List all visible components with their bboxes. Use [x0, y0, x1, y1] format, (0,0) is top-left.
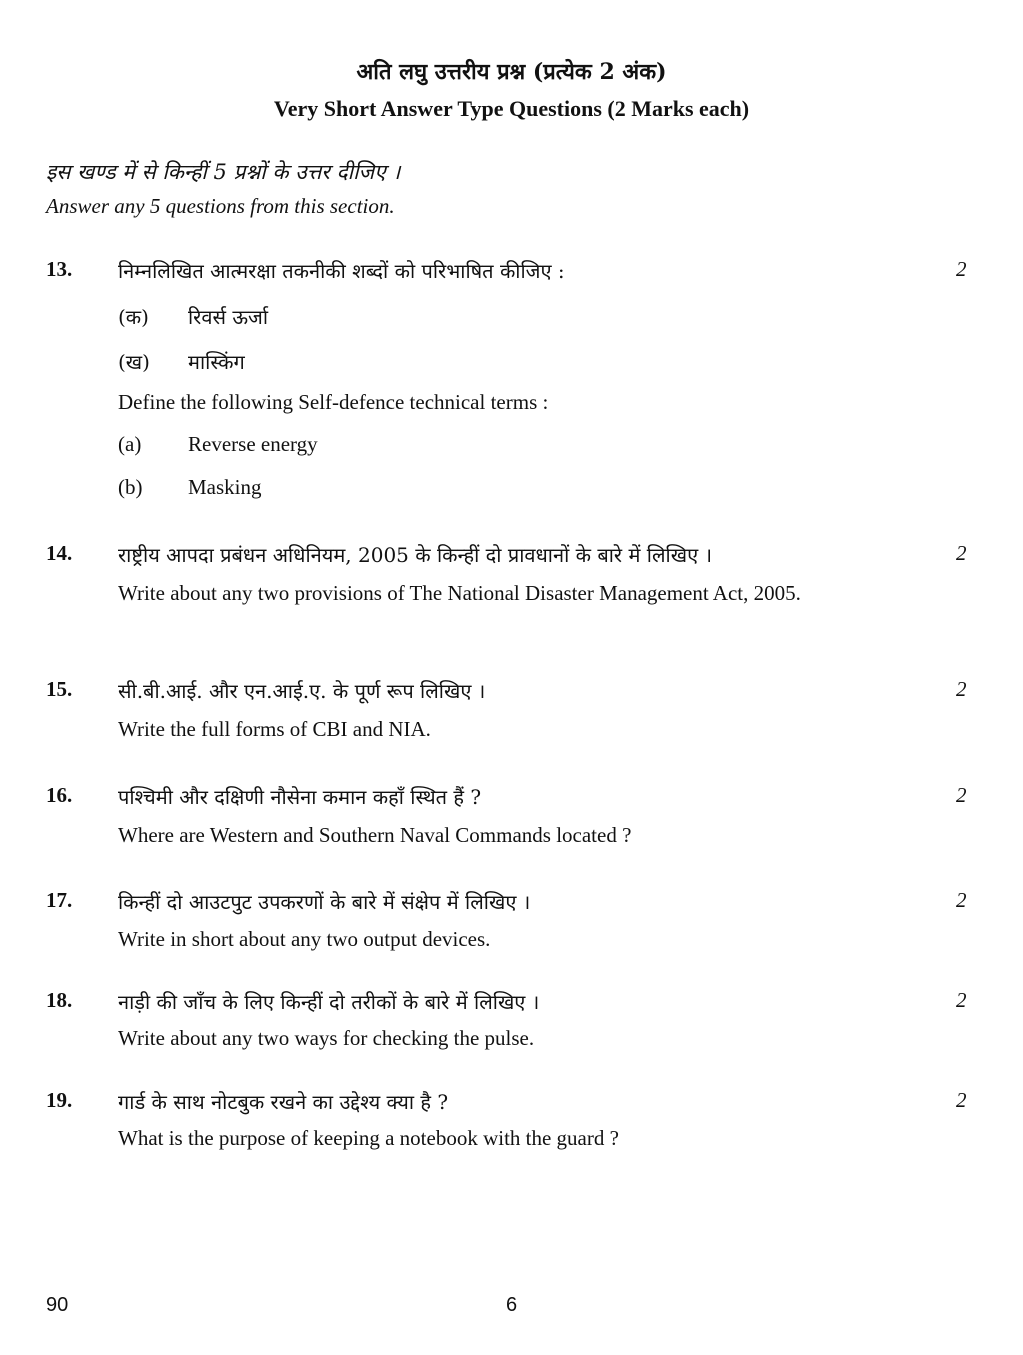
- question-text-english: Write in short about any two output devices.: [118, 927, 491, 951]
- option-text-english: Masking: [188, 475, 262, 499]
- page-number: 6: [506, 1294, 518, 1316]
- option-label-english: (a): [118, 432, 142, 456]
- option-text-hindi: रिवर्स ऊर्जा: [188, 305, 269, 329]
- option-label-english: (b): [118, 475, 143, 499]
- question-marks: 2: [956, 257, 967, 281]
- instruction-english: Answer any 5 questions from this section.: [46, 194, 395, 218]
- question-text-hindi: गार्ड के साथ नोटबुक रखने का उद्देश्य क्या है ?: [118, 1090, 449, 1114]
- question-marks: 2: [956, 783, 967, 807]
- question-number: 13.: [46, 257, 73, 281]
- question-number: 17.: [46, 888, 73, 912]
- question-text-english: Define the following Self-defence technical terms :: [118, 390, 549, 414]
- question-marks: 2: [956, 541, 967, 565]
- instruction-hindi: इस खण्ड में से किन्हीं 5 प्रश्नों के उत्तर दीजिए ।: [46, 160, 401, 184]
- question-text-english: What is the purpose of keeping a notebook with the guard ?: [118, 1126, 619, 1150]
- question-text-english: Where are Western and Southern Naval Commands located ?: [118, 823, 632, 847]
- section-title-hindi: अति लघु उत्तरीय प्रश्न (प्रत्येक 2 अंक): [356, 59, 667, 85]
- question-text-hindi: निम्नलिखित आत्मरक्षा तकनीकी शब्दों को परिभाषित कीजिए :: [118, 259, 565, 283]
- question-text-english: Write the full forms of CBI and NIA.: [118, 717, 431, 741]
- question-text-hindi: नाड़ी की जाँच के लिए किन्हीं दो तरीकों के बारे में लिखिए ।: [118, 990, 540, 1014]
- option-text-hindi: मास्किंग: [188, 350, 245, 374]
- question-marks: 2: [956, 677, 967, 701]
- question-text-hindi: सी.बी.आई. और एन.आई.ए. के पूर्ण रूप लिखिए ।: [118, 679, 486, 703]
- question-text-english: Write about any two provisions of The National Disaster Management Act, 2005.: [118, 581, 801, 605]
- question-text-hindi: राष्ट्रीय आपदा प्रबंधन अधिनियम, 2005 के किन्हीं दो प्रावधानों के बारे में लिखिए ।: [118, 543, 713, 567]
- question-text-hindi: पश्चिमी और दक्षिणी नौसेना कमान कहाँ स्थित हैं ?: [118, 785, 482, 809]
- paper-code: 90: [46, 1294, 69, 1316]
- question-number: 14.: [46, 541, 73, 565]
- question-number: 18.: [46, 988, 73, 1012]
- option-label-hindi: (क): [118, 305, 149, 329]
- option-text-english: Reverse energy: [188, 432, 318, 456]
- question-marks: 2: [956, 988, 967, 1012]
- question-text-hindi: किन्हीं दो आउटपुट उपकरणों के बारे में संक्षेप में लिखिए ।: [118, 890, 531, 914]
- question-marks: 2: [956, 1088, 967, 1112]
- question-number: 16.: [46, 783, 73, 807]
- question-number: 19.: [46, 1088, 73, 1112]
- question-text-english: Write about any two ways for checking the pulse.: [118, 1026, 535, 1050]
- section-title-english: Very Short Answer Type Questions (2 Marks each): [273, 96, 750, 121]
- option-label-hindi: (ख): [118, 350, 150, 374]
- question-number: 15.: [46, 677, 73, 701]
- question-marks: 2: [956, 888, 967, 912]
